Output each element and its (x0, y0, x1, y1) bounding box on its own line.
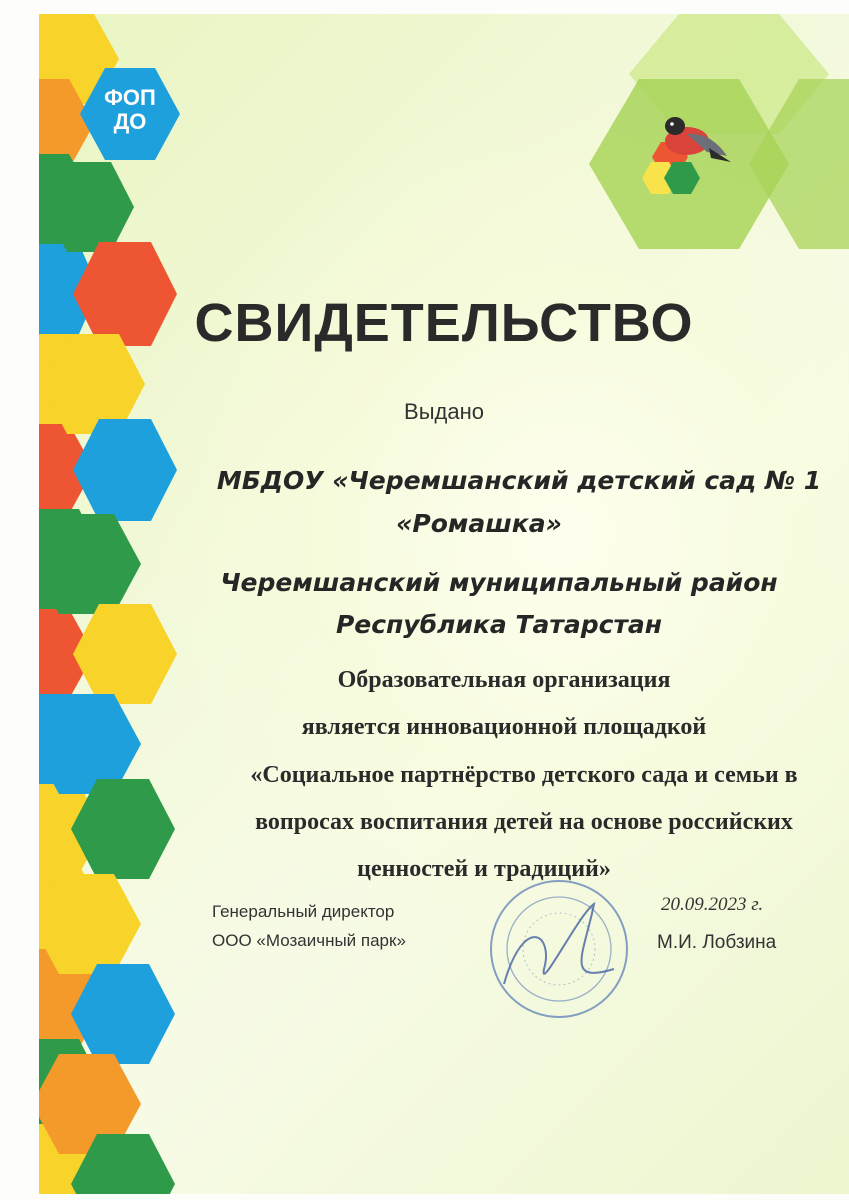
description-line5: ценностей и традиций» (357, 856, 611, 882)
description-line1: Образовательная организация (337, 667, 671, 693)
region-line2: Республика Татарстан (335, 610, 663, 639)
top-right-hex-group (589, 14, 849, 249)
certificate-date: 20.09.2023 г. (661, 894, 764, 915)
certificate-title: СВИДЕТЕЛЬСТВО (194, 293, 694, 353)
logo-text-line1: ФОП (104, 85, 156, 110)
hexagon-pattern (39, 14, 849, 1194)
signatory-position-line1: Генеральный директор (212, 902, 395, 921)
signature-scribble (504, 904, 614, 984)
region-line1: Черемшанский муниципальный район (220, 568, 778, 597)
issued-label: Выдано (404, 399, 484, 424)
certificate (39, 14, 849, 1194)
official-stamp (484, 874, 634, 1024)
logo-text (80, 86, 180, 134)
logo-text-line2: ДО (113, 109, 147, 134)
description-line2: является инновационной площадкой (301, 714, 707, 740)
signatory-name: М.И. Лобзина (657, 932, 777, 953)
description-line4: вопросах воспитания детей на основе российских (255, 809, 793, 835)
signatory-position-line2: ООО «Мозаичный парк» (212, 931, 406, 950)
recipient-line1: МБДОУ «Черемшанский детский сад № 1 (216, 466, 822, 495)
recipient-line2: «Ромашка» (396, 509, 562, 538)
description-line3: «Социальное партнёрство детского сада и семьи в (250, 762, 798, 788)
